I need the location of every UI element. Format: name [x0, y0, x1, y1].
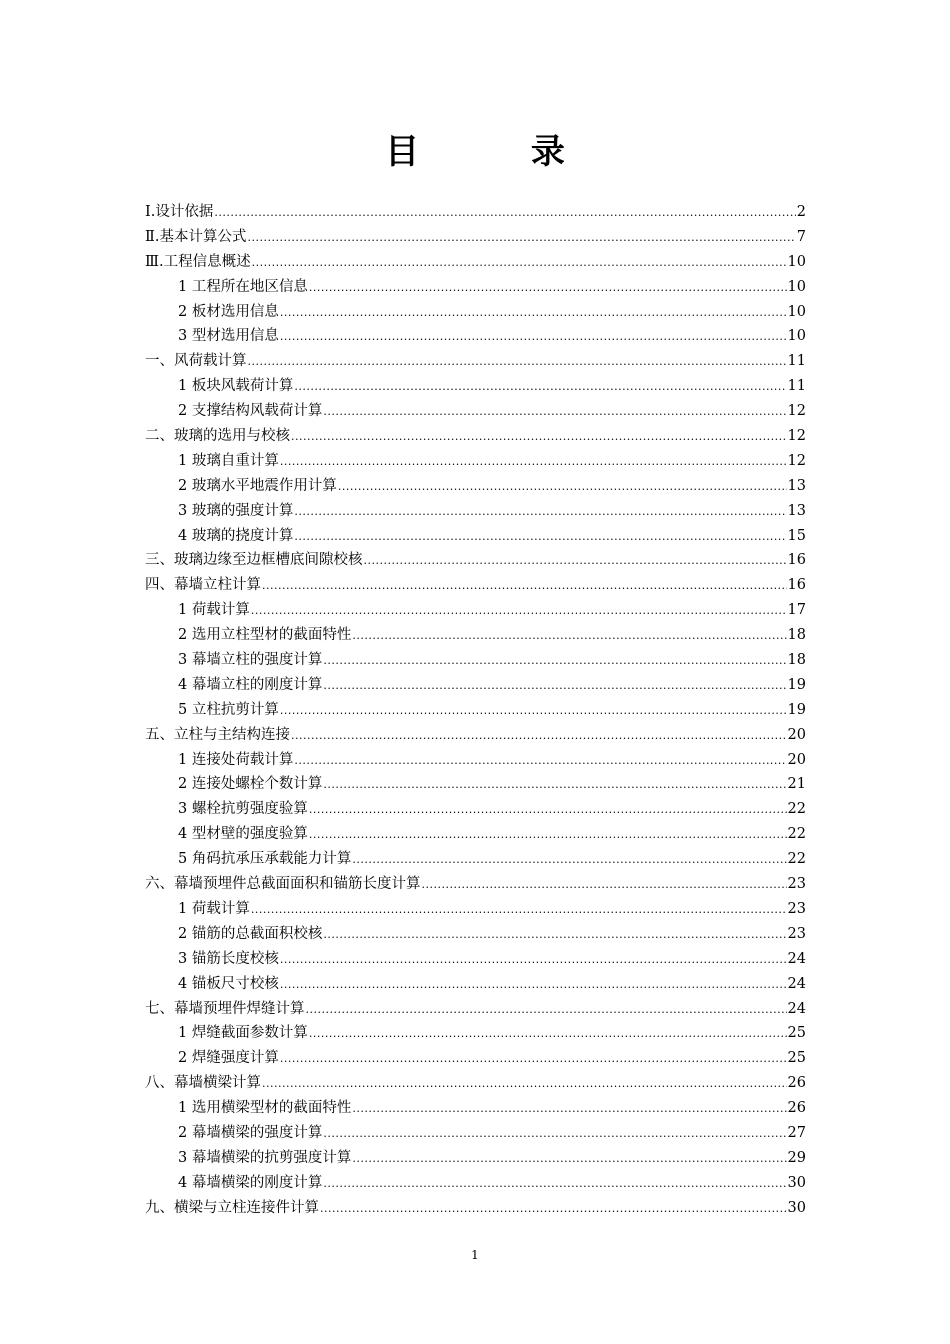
toc-entry-page: 18: [787, 627, 806, 644]
toc-entry-page: 13: [787, 502, 806, 519]
toc-entry-page: 22: [787, 851, 806, 868]
toc-leader-dots: [280, 1047, 787, 1072]
toc-entry[interactable]: [145, 872, 806, 897]
toc-entry[interactable]: [145, 947, 806, 972]
toc-leader-dots: [309, 823, 787, 848]
toc-leader-dots: [323, 674, 786, 699]
toc-entry-page: 10: [787, 278, 806, 295]
toc-leader-dots: [294, 525, 786, 550]
toc-entry-label: 六、幕墙预埋件总截面面积和锚筋长度计算: [145, 876, 421, 893]
toc-leader-dots: [364, 549, 787, 574]
toc-entry[interactable]: [145, 1171, 806, 1196]
toc-leader-dots: [294, 500, 786, 525]
toc-leader-dots: [422, 873, 787, 898]
toc-entry-page: 19: [787, 701, 806, 718]
toc-leader-dots: [323, 1122, 786, 1147]
toc-entry[interactable]: [145, 623, 806, 648]
toc-entry-label: 2 板材选用信息: [178, 303, 279, 320]
toc-entry-label: 七、幕墙预埋件焊缝计算: [145, 1000, 305, 1017]
toc-entry-label: 八、幕墙横梁计算: [145, 1075, 261, 1092]
toc-entry-page: 19: [787, 676, 806, 693]
toc-entry[interactable]: [145, 524, 806, 549]
toc-leader-dots: [280, 948, 787, 973]
toc-leader-dots: [320, 1197, 787, 1222]
toc-leader-dots: [248, 350, 787, 375]
toc-entry[interactable]: [145, 573, 806, 598]
toc-entry-page: 10: [787, 328, 806, 345]
toc-entry-label: 2 选用立柱型材的截面特性: [178, 627, 352, 644]
toc-entry[interactable]: [145, 847, 806, 872]
toc-entry-page: 10: [787, 303, 806, 320]
toc-entry[interactable]: [145, 972, 806, 997]
toc-leader-dots: [309, 276, 787, 301]
toc-leader-dots: [323, 1172, 786, 1197]
toc-entry-page: 15: [787, 527, 806, 544]
toc-entry-label: 1 连接处荷载计算: [178, 751, 294, 768]
toc-leader-dots: [323, 649, 786, 674]
toc-entry-page: 25: [787, 1050, 806, 1067]
toc-entry-page: 20: [787, 751, 806, 768]
toc-entry-page: 21: [787, 776, 806, 793]
toc-entry-label: 4 幕墙立柱的刚度计算: [178, 676, 323, 693]
toc-entry-page: 10: [787, 253, 806, 270]
toc-entry[interactable]: [145, 698, 806, 723]
toc-entry-page: 22: [787, 826, 806, 843]
toc-entry[interactable]: [145, 673, 806, 698]
toc-entry-label: 2 连接处螺栓个数计算: [178, 776, 323, 793]
toc-entry-page: 24: [787, 950, 806, 967]
toc-leader-dots: [251, 898, 787, 923]
toc-entry-page: 26: [787, 1100, 806, 1117]
toc-entry[interactable]: [145, 548, 806, 573]
page-title: 目 录: [385, 132, 615, 172]
toc-leader-dots: [251, 599, 787, 624]
toc-entry[interactable]: [145, 1121, 806, 1146]
toc-entry-label: 4 幕墙横梁的刚度计算: [178, 1174, 323, 1191]
toc-leader-dots: [294, 375, 786, 400]
toc-entry[interactable]: [145, 897, 806, 922]
toc-entry-label: 五、立柱与主结构连接: [145, 726, 290, 743]
toc-entry[interactable]: [145, 797, 806, 822]
page-number: 1: [471, 1248, 479, 1262]
toc-entry-page: 20: [787, 726, 806, 743]
toc-leader-dots: [352, 848, 786, 873]
toc-entry-label: 3 幕墙横梁的抗剪强度计算: [178, 1149, 352, 1166]
toc-entry-page: 22: [787, 801, 806, 818]
toc-entry-label: 一、风荷载计算: [145, 353, 247, 370]
toc-entry[interactable]: [145, 1046, 806, 1071]
toc-leader-dots: [280, 973, 787, 998]
toc-entry-label: 3 型材选用信息: [178, 328, 279, 345]
toc-entry-label: 5 角码抗承压承载能力计算: [178, 851, 352, 868]
toc-entry[interactable]: [145, 449, 806, 474]
toc-entry[interactable]: [145, 424, 806, 449]
toc-leader-dots: [280, 450, 787, 475]
toc-leader-dots: [309, 798, 787, 823]
toc-entry-page: 16: [787, 552, 806, 569]
toc-entry-label: Ⅱ.基本计算公式: [145, 228, 247, 245]
toc-entry[interactable]: [145, 1071, 806, 1096]
toc-entry[interactable]: [145, 324, 806, 349]
toc-entry-page: 12: [787, 428, 806, 445]
toc-entry-page: 24: [787, 975, 806, 992]
toc-entry-page: 25: [787, 1025, 806, 1042]
toc-leader-dots: [262, 574, 787, 599]
toc-entry-label: 1 荷载计算: [178, 900, 250, 917]
toc-entry-label: 1 板块风载荷计算: [178, 378, 294, 395]
toc-entry-label: 四、幕墙立柱计算: [145, 577, 261, 594]
toc-entry-page: 13: [787, 477, 806, 494]
toc-entry[interactable]: [145, 374, 806, 399]
toc-entry-label: Ⅰ.设计依据: [145, 204, 214, 220]
toc-entry-page: 11: [787, 378, 806, 395]
toc-entry-label: 1 玻璃自重计算: [178, 452, 279, 469]
toc-leader-dots: [291, 425, 787, 450]
toc-entry[interactable]: [145, 598, 806, 623]
toc-entry-label: 2 玻璃水平地震作用计算: [178, 477, 337, 494]
toc-entry[interactable]: [145, 1196, 806, 1221]
toc-entry-label: 2 幕墙横梁的强度计算: [178, 1124, 323, 1141]
toc-leader-dots: [280, 301, 787, 326]
toc-entry-page: 30: [787, 1174, 806, 1191]
toc-entry-page: 2: [796, 204, 806, 220]
toc-leader-dots: [306, 998, 787, 1023]
toc-leader-dots: [309, 1022, 787, 1047]
toc-leader-dots: [323, 400, 786, 425]
toc-entry-page: 23: [787, 876, 806, 893]
toc-entry-label: 3 螺栓抗剪强度验算: [178, 801, 308, 818]
toc-entry[interactable]: [145, 200, 806, 225]
toc-entry-label: 九、横梁与立柱连接件计算: [145, 1199, 319, 1216]
toc-entry-label: 3 锚筋长度校核: [178, 950, 279, 967]
toc-entry-page: 27: [787, 1124, 806, 1141]
toc-entry-label: 3 玻璃的强度计算: [178, 502, 294, 519]
toc-leader-dots: [352, 1147, 786, 1172]
table-of-contents: [145, 200, 806, 1221]
toc-entry-label: Ⅲ.工程信息概述: [145, 253, 251, 270]
toc-entry-page: 30: [787, 1199, 806, 1216]
toc-entry[interactable]: [145, 275, 806, 300]
toc-entry-page: 16: [787, 577, 806, 594]
toc-entry-label: 2 焊缝强度计算: [178, 1050, 279, 1067]
toc-entry[interactable]: [145, 225, 806, 250]
toc-entry-label: 1 荷载计算: [178, 602, 250, 619]
toc-entry[interactable]: [145, 772, 806, 797]
toc-leader-dots: [280, 699, 787, 724]
toc-leader-dots: [323, 923, 786, 948]
toc-leader-dots: [247, 226, 795, 251]
toc-entry-page: 11: [787, 353, 806, 370]
toc-leader-dots: [291, 724, 787, 749]
toc-entry[interactable]: [145, 1096, 806, 1121]
toc-entry-label: 4 型材壁的强度验算: [178, 826, 308, 843]
toc-entry-label: 4 玻璃的挠度计算: [178, 527, 294, 544]
toc-entry-page: 23: [787, 925, 806, 942]
toc-leader-dots: [323, 773, 786, 798]
toc-entry-page: 23: [787, 900, 806, 917]
toc-entry[interactable]: [145, 997, 806, 1022]
toc-entry-page: 17: [787, 602, 806, 619]
toc-entry[interactable]: [145, 349, 806, 374]
toc-leader-dots: [280, 325, 787, 350]
toc-entry-page: 29: [787, 1149, 806, 1166]
toc-entry-label: 二、玻璃的选用与校核: [145, 428, 290, 445]
toc-entry-label: 1 焊缝截面参数计算: [178, 1025, 308, 1042]
toc-entry[interactable]: [145, 399, 806, 424]
toc-leader-dots: [252, 251, 787, 276]
toc-entry-page: 12: [787, 452, 806, 469]
toc-entry[interactable]: [145, 499, 806, 524]
toc-entry-label: 2 锚筋的总截面积校核: [178, 925, 323, 942]
toc-leader-dots: [262, 1072, 787, 1097]
toc-leader-dots: [214, 201, 795, 226]
toc-leader-dots: [352, 1097, 786, 1122]
toc-entry[interactable]: [145, 250, 806, 275]
toc-entry[interactable]: [145, 748, 806, 773]
toc-entry[interactable]: [145, 922, 806, 947]
toc-entry-page: 26: [787, 1075, 806, 1092]
toc-entry-label: 2 支撑结构风载荷计算: [178, 403, 323, 420]
toc-entry-label: 3 幕墙立柱的强度计算: [178, 652, 323, 669]
toc-entry-page: 18: [787, 652, 806, 669]
toc-entry-label: 5 立柱抗剪计算: [178, 701, 279, 718]
toc-entry[interactable]: [145, 1146, 806, 1171]
toc-entry[interactable]: [145, 1021, 806, 1046]
toc-leader-dots: [352, 624, 786, 649]
toc-entry-label: 1 选用横梁型材的截面特性: [178, 1100, 352, 1117]
toc-entry[interactable]: [145, 300, 806, 325]
toc-leader-dots: [294, 749, 786, 774]
toc-entry-page: 12: [787, 403, 806, 420]
toc-entry-page: 7: [796, 228, 806, 245]
toc-entry[interactable]: [145, 474, 806, 499]
toc-entry-page: 24: [787, 1000, 806, 1017]
toc-leader-dots: [338, 475, 787, 500]
toc-entry-label: 4 锚板尺寸校核: [178, 975, 279, 992]
toc-entry[interactable]: [145, 648, 806, 673]
toc-entry[interactable]: [145, 723, 806, 748]
toc-entry-label: 1 工程所在地区信息: [178, 278, 308, 295]
toc-entry[interactable]: [145, 822, 806, 847]
toc-entry-label: 三、玻璃边缘至边框槽底间隙校核: [145, 552, 363, 569]
